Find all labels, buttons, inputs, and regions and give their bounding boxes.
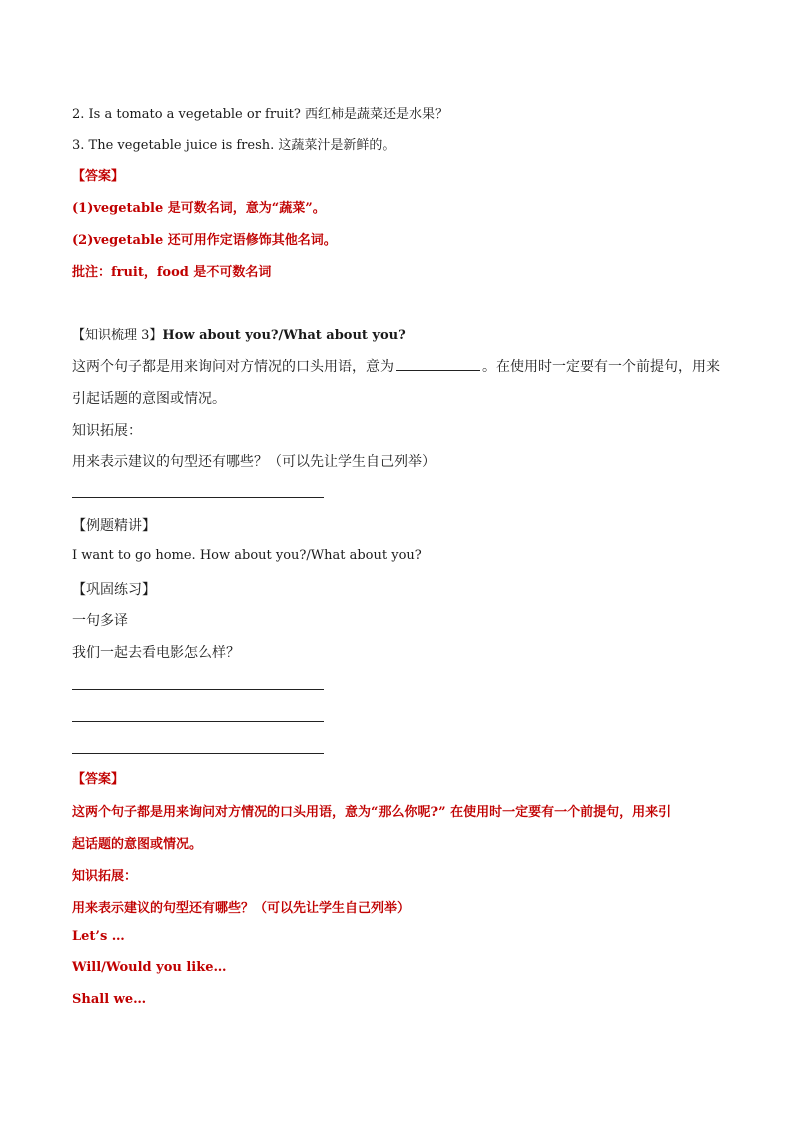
practice-label: 【巩固练习】 <box>72 582 156 598</box>
answer-line <box>72 497 324 498</box>
answer-point-1: (1)vegetable 是可数名词，意为“蔬菜”。 <box>72 201 326 216</box>
annotation-note: 批注：fruit，food 是不可数名词 <box>72 265 272 280</box>
section-heading-english: How about you?/What about you? <box>162 328 406 343</box>
vocab-example-2: 2. Is a tomato a vegetable or fruit? 西红柿是蔬菜还是水果？ <box>72 107 448 122</box>
extension-label: 知识拓展： <box>72 423 142 439</box>
fill-in-blank <box>396 358 480 371</box>
suggestion-item: Shall we… <box>72 992 147 1007</box>
extension-question: 用来表示建议的句型还有哪些？（可以先让学生自己列举） <box>72 454 436 470</box>
example-sentence: I want to go home. How about you?/What about you? <box>72 548 422 563</box>
practice-question: 我们一起去看电影怎么样？ <box>72 645 240 661</box>
description-before-blank: 这两个句子都是用来询问对方情况的口头用语，意为 <box>72 359 394 375</box>
practice-subtitle: 一句多译 <box>72 613 128 629</box>
section-heading <box>72 324 406 343</box>
answer-line <box>72 753 324 754</box>
description-after-blank: 。在使用时一定要有一个前提句，用来 <box>482 359 720 375</box>
suggestion-item: Will/Would you like… <box>72 960 227 975</box>
answer-label: 【答案】 <box>72 169 125 184</box>
suggestion-item: Let’s … <box>72 929 125 944</box>
example-label: 【例题精讲】 <box>72 518 156 534</box>
section-description-line2: 引起话题的意图或情况。 <box>72 391 226 407</box>
answer-extension-label: 知识拓展： <box>72 869 138 884</box>
answer-label: 【答案】 <box>72 772 125 787</box>
answer-point-2: (2)vegetable 还可用作定语修饰其他名词。 <box>72 233 337 248</box>
answer-text-line2: 起话题的意图或情况。 <box>72 837 203 852</box>
answer-text-line1: 这两个句子都是用来询问对方情况的口头用语，意为“那么你呢?” 在使用时一定要有一个前提句，用来引 <box>72 805 672 820</box>
section-description <box>72 356 720 376</box>
section-heading-prefix: 【知识梳理 3】 <box>72 328 163 343</box>
answer-line <box>72 689 324 690</box>
answer-extension-question: 用来表示建议的句型还有哪些？（可以先让学生自己列举） <box>72 901 411 916</box>
vocab-example-3: 3. The vegetable juice is fresh. 这蔬菜汁是新鲜的。 <box>72 138 396 153</box>
answer-line <box>72 721 324 722</box>
